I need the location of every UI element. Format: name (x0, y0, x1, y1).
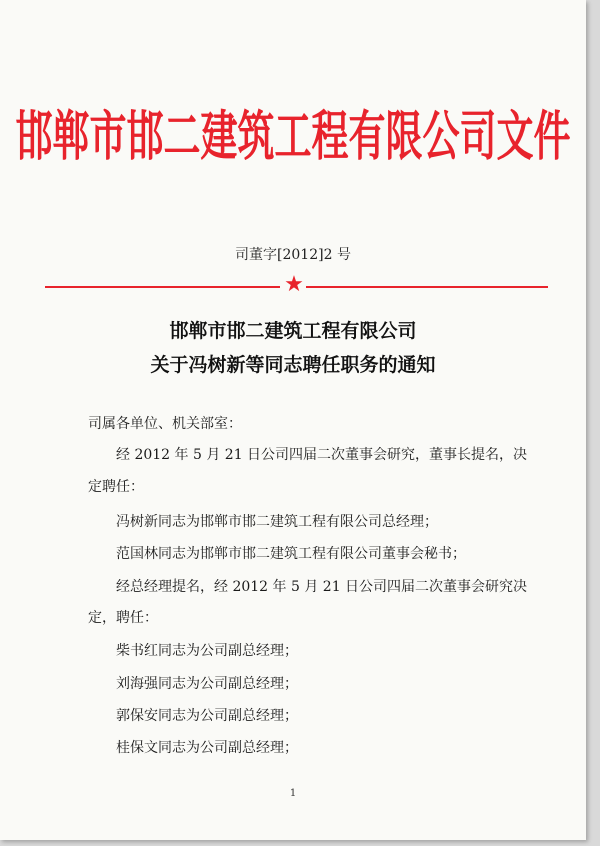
paragraph-line: 经总经理提名，经 2012 年 5 月 21 日公司四届二次董事会研究决 (116, 579, 528, 595)
appointment-item: 范国林同志为邯郸市邯二建筑工程有限公司董事会秘书； (116, 546, 466, 562)
appointment-item: 刘海强同志为公司副总经理； (116, 676, 298, 692)
star-icon: ★ (284, 272, 304, 297)
red-rule-right (306, 286, 548, 288)
appointment-item: 冯树新同志为邯郸市邯二建筑工程有限公司总经理； (116, 514, 438, 530)
red-rule-left (45, 286, 280, 288)
paragraph-line: 定聘任： (88, 479, 144, 495)
notice-title-line1: 邯郸市邯二建筑工程有限公司 (169, 320, 417, 342)
paragraph-line: 定，聘任： (88, 610, 158, 626)
appointment-item: 郭保安同志为公司副总经理； (116, 708, 298, 724)
red-masthead: 邯郸市邯二建筑工程有限公司文件 (15, 105, 571, 168)
appointment-item: 柴书红同志为公司副总经理； (116, 643, 298, 659)
page-number: 1 (289, 788, 297, 799)
appointment-item: 桂保文同志为公司副总经理； (116, 740, 298, 756)
notice-title-line2: 关于冯树新等同志聘任职务的通知 (150, 354, 436, 376)
salutation: 司属各单位、机关部室： (88, 416, 242, 432)
document-number: 司董字[2012]2 号 (235, 247, 351, 263)
paragraph-line: 经 2012 年 5 月 21 日公司四届二次董事会研究，董事长提名，决 (116, 447, 528, 463)
